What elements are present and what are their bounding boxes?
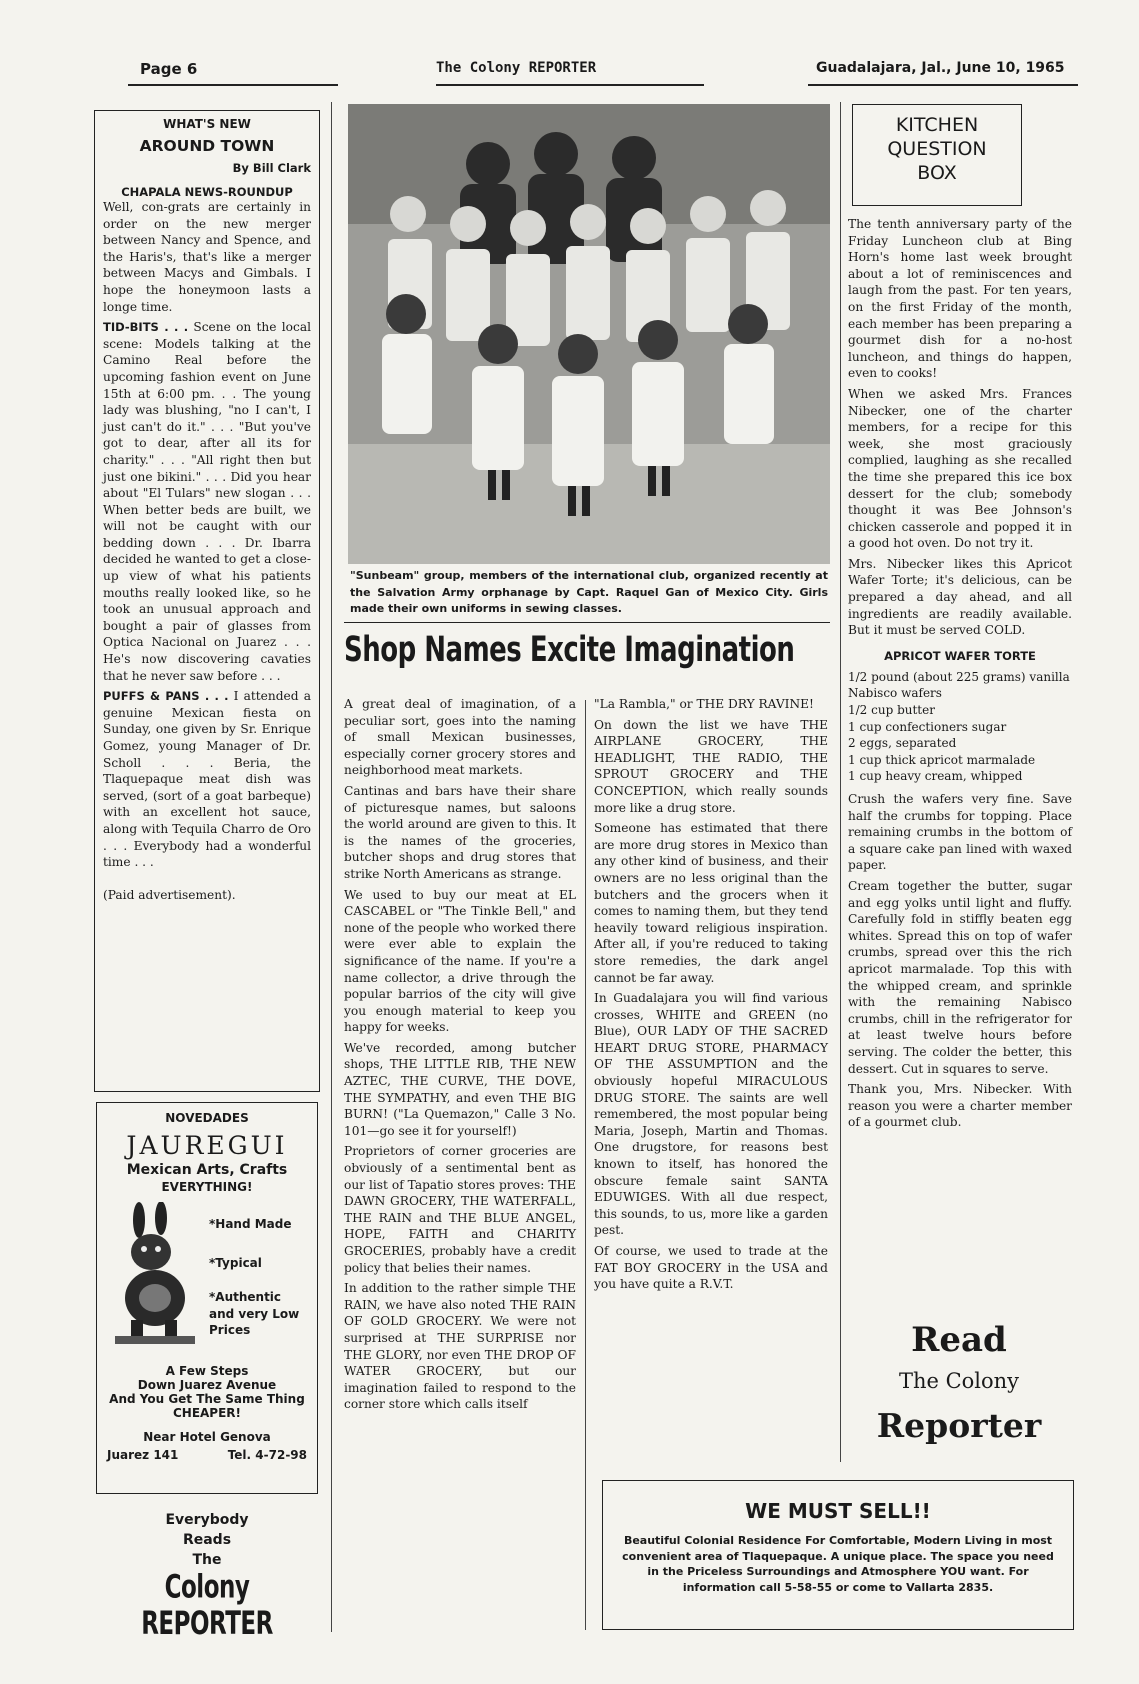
column-title: AROUND TOWN: [139, 137, 275, 155]
caption-rule: [344, 622, 830, 623]
story-paragraph: We've recorded, among butcher shops, THE LITTLE RIB, THE NEW AZTEC, THE CURVE, THE DOVE, THE SYMPATHY, and even THE BIG BURN! ("La Quemazon," Calle 3 No. 101—go see it for yourself!): [344, 1040, 576, 1138]
ingredient: 1 cup thick apricot marmalade: [848, 752, 1036, 767]
story-paragraph: Someone has estimated that there are more drug stores in Mexico than any other kind of business, and their owners are no less original than the butchers and the grocers when it comes to naming them, but they tend heavily toward religious inspiration. After all, if you're reduced to taking store remedies, the dark angel cannot be far away.: [594, 821, 828, 985]
ad-features: [203, 1202, 307, 1352]
ad-line-3: And You Get The Same Thing: [109, 1392, 305, 1406]
kitchen-paragraph: Mrs. Nibecker likes this Apricot Wafer Torte; it's delicious, can be prepared a day ahead, and all ingredients are readily available. But it must be served COLD.: [848, 556, 1072, 638]
masthead-rule-right: [808, 84, 1078, 86]
paragraph-tidbits: [103, 319, 311, 684]
house-ad-right-line-1: Read: [911, 1320, 1007, 1360]
recipe-step: Crush the wafers very fine. Save half the crumbs for topping. Place remaining crumbs in the bottom of a square cake pan lined with waxed paper.: [848, 792, 1072, 873]
column-rule-3: [840, 102, 841, 1462]
dateline: Guadalajara, Jal., June 10, 1965: [816, 60, 1065, 76]
ad-phone: Tel. 4-72-98: [227, 1448, 307, 1462]
ad-novedades: NOVEDADES: [165, 1111, 249, 1125]
kitchen-column: [848, 216, 1072, 1131]
house-ad-line-2: Reads: [182, 1532, 232, 1548]
classified-body: Beautiful Colonial Residence For Comfortable, Modern Living in most convenient area of Tlaquepaque. A unique place. The space you need in the Priceless Surroundings and Atmosphere YOU want. For information call 5-58-55 or come to Vallarta 2835.: [622, 1534, 1054, 1594]
house-ad-right-line-3: Reporter: [876, 1406, 1042, 1445]
runin-tidbits: TID-BITS . . .: [103, 320, 189, 335]
ad-tagline: Mexican Arts, Crafts: [126, 1162, 288, 1178]
story-paragraph: In Guadalajara you will find various crosses, WHITE and GREEN (no Blue), OUR LADY OF THE SACRED HEART DRUG STORE, PHARMACY OF THE ASSUMPTION and the obviously hopeful MIRACULOUS DRUG STORE. The saints are well remembered, the most popular being Maria, Joseph, Martin and Thomas. One drugstore, for reasons best known to itself, has honored the obscure female saint SANTA EDUWIGES. With all due respect, this sounds, to us, more like a garden pest.: [594, 991, 828, 1238]
ad-address: Juarez 141: [107, 1448, 179, 1462]
story-paragraph: We used to buy our meat at EL CASCABEL or "The Tinkle Bell," and none of the people who worked there were ever able to explain the significance of the name. If you're a name collector, a drive through the popular barrios of the city will give you enough material to keep you happy for weeks.: [344, 887, 576, 1035]
kitchen-title-line-3: BOX: [917, 162, 957, 184]
story-headline: Shop Names Excite Imagination: [344, 630, 795, 671]
house-ad-right: [852, 1320, 1066, 1446]
ad-brand-name: JAUREGUI: [126, 1131, 288, 1160]
tidbits-text: Scene on the local scene: Models talking at the Camino Real before the upcoming fashion event on June 15th at 6:00 pm. . . The young lady was blushing, "no I can't, I just can't do it." . . . "But you've got to dear, after all its for charity." . . . "All right then but just one bikini." . . . Did you hear about "El Tulars" new slogan . . . When better beds are built, we will not be caught with our bedding down . . . Dr. Ibarra decided he wanted to get a close-up view of what his patients mouths really looked like, so he took an unusual approach and bought a pair of glasses from Optica Nacional on Juarez . . . He's now discovering cavaties that he never saw before . . .: [103, 320, 311, 683]
ingredient: 1 cup confectioners sugar: [848, 719, 1007, 734]
recipe-title: APRICOT WAFER TORTE: [884, 648, 1036, 663]
column-rule-2: [585, 700, 586, 1630]
ad-line-4: CHEAPER!: [172, 1406, 242, 1420]
house-ad-line-3: The: [192, 1552, 222, 1568]
paragraph-puffs: [103, 688, 311, 871]
page-number: Page 6: [140, 60, 198, 78]
photo-caption: [350, 568, 828, 618]
sunbeam-group-photo: [348, 104, 830, 564]
ingredient: 2 eggs, separated: [848, 736, 957, 751]
recipe-step: Thank you, Mrs. Nibecker. With reason you were a charter member of a gourmet club.: [848, 1082, 1072, 1130]
ad-feature: *Typical: [209, 1255, 262, 1270]
house-ad-left: [96, 1512, 318, 1643]
ingredient: 1 cup heavy cream, whipped: [848, 769, 1023, 784]
house-ad-right-line-2: The Colony: [898, 1369, 1020, 1393]
paid-advertisement: (Paid advertisement).: [103, 887, 236, 902]
story-paragraph: Of course, we used to trade at the FAT BOY GROCERY in the USA and you have quite a R.V.T.: [594, 1244, 828, 1292]
ingredient: 1/2 cup butter: [848, 703, 935, 718]
story-paragraph: Proprietors of corner groceries are obviously of a sentimental bent as our list of Tapatio stores proves: THE DAWN GROCERY, THE WATERFALL, THE RAIN and THE BLUE ANGEL, HOPE, FAITH and CHARITY GROCERIES, probably have a credit policy that belies their names.: [344, 1144, 576, 1275]
ad-feature: *Hand Made: [209, 1217, 292, 1231]
story-column-b: [594, 696, 828, 1293]
ad-line-1: A Few Steps: [165, 1364, 249, 1378]
kitchen-paragraph: The tenth anniversary party of the Friday Luncheon club at Bing Horn's home last week brought about a lot of reminiscences and laugh from the past. For ten years, on the first Friday of the month, each member has been preparing a gourmet dish for a no-host luncheon, and things do happen, even to cooks!: [848, 217, 1072, 381]
kitchen-paragraph: When we asked Mrs. Frances Nibecker, one of the charter members, for a recipe for this week, she most graciously complied, laughing as she recalled the time she prepared this ice box dessert for the club; somebody thought it was Bee Johnson's chicken casserole and popped it in a good hot oven. Do not try it.: [848, 386, 1072, 551]
masthead-rule-left: [128, 84, 338, 86]
recipe-step: Cream together the butter, sugar and egg yolks until light and fluffy. Carefully fold in stiffly beaten egg whites. Spread this on top of wafer crumbs, spread over this the rich apricot marmalade. Top this with the whipped cream, and sprinkle with the remaining Nabisco crumbs, chill in the refrigerator for at least twelve hours before serving. The colder the better, this dessert. Cut in squares to serve.: [848, 878, 1072, 1076]
paragraph-merger: Well, con-grats are certainly in order on the new merger between Nancy and Spence, and the Haris's, that's like a merger between Macys and Gimbals. I hope the honeymoon lasts a longe time.: [103, 200, 311, 314]
byline: By Bill Clark: [232, 161, 311, 175]
masthead-rule-center: [436, 84, 704, 86]
column-rule-1: [331, 102, 332, 1632]
runin-puffs: PUFFS & PANS . . .: [103, 689, 229, 704]
photo-caption-text: "Sunbeam" group, members of the international club, organized recently at the Salvation Army orphanage by Capt. Raquel Gan of Mexico City. Girls made their own uniforms in sewing classes.: [350, 569, 828, 615]
subhead-chapala: CHAPALA NEWS-ROUNDUP: [121, 185, 293, 199]
puffs-text: I attended a genuine Mexican fiesta on Sunday, one given by Sr. Enrique Gomez, young Manager of Dr. Scholl . . . Beria, the Tlaquepaque meat dish was served, (sort of a goat barbeque) with an excellent hot sauce, along with Tequila Charro de Oro . . . Everybody had a wonderful time . . .: [103, 689, 311, 870]
ad-near: Near Hotel Genova: [143, 1430, 271, 1444]
jauregui-ad: [96, 1102, 318, 1494]
story-paragraph: A great deal of imagination, of a peculiar sort, goes into the naming of small Mexican businesses, especially corner grocery stores and neighborhood meat markets.: [344, 697, 576, 778]
story-paragraph: Cantinas and bars have their share of picturesque names, but saloons the world around are given to this. It is the names of the groceries, butcher shops and drug stores that strike North Americans as strange.: [344, 783, 576, 881]
around-town-column: [94, 110, 320, 1092]
house-ad-line-1: Everybody: [165, 1512, 249, 1528]
ad-everything: EVERYTHING!: [161, 1180, 253, 1194]
house-ad-brand: Colony REPORTER: [141, 1569, 273, 1643]
kitchen-title-box: [852, 104, 1022, 206]
ad-line-2: Down Juarez Avenue: [137, 1378, 277, 1392]
we-must-sell-ad: [602, 1480, 1074, 1630]
ad-feature: *Authentic and very Low Prices: [209, 1290, 300, 1338]
ingredient: 1/2 pound (about 225 grams) vanilla Nabisco wafers: [848, 669, 1070, 701]
kitchen-title-line-2: QUESTION: [887, 138, 987, 160]
story-paragraph: In addition to the rather simple THE RAIN, we have also noted THE RAIN OF GOLD GROCERY. We were not surprised at THE SURPRISE nor THE GLORY, nor even THE DROP OF WATER GROCERY, but our imagination failed to respond to the corner store which calls itself: [344, 1281, 576, 1412]
story-paragraph: "La Rambla," or THE DRY RAVINE!: [594, 697, 814, 711]
masthead-title: The Colony REPORTER: [436, 60, 597, 76]
story-column-a: [344, 696, 576, 1413]
ingredient-list: [848, 669, 1072, 785]
donkey-figurine-icon: [107, 1202, 203, 1352]
kitchen-title-line-1: KITCHEN: [895, 114, 979, 136]
column-kicker: WHAT'S NEW: [163, 117, 251, 131]
story-paragraph: On down the list we have THE AIRPLANE GROCERY, THE HEADLIGHT, THE RADIO, THE SPROUT GROCERY and THE CONCEPTION, which really sounds more like a drug store.: [594, 717, 828, 815]
classified-headline: WE MUST SELL!!: [745, 1499, 931, 1523]
